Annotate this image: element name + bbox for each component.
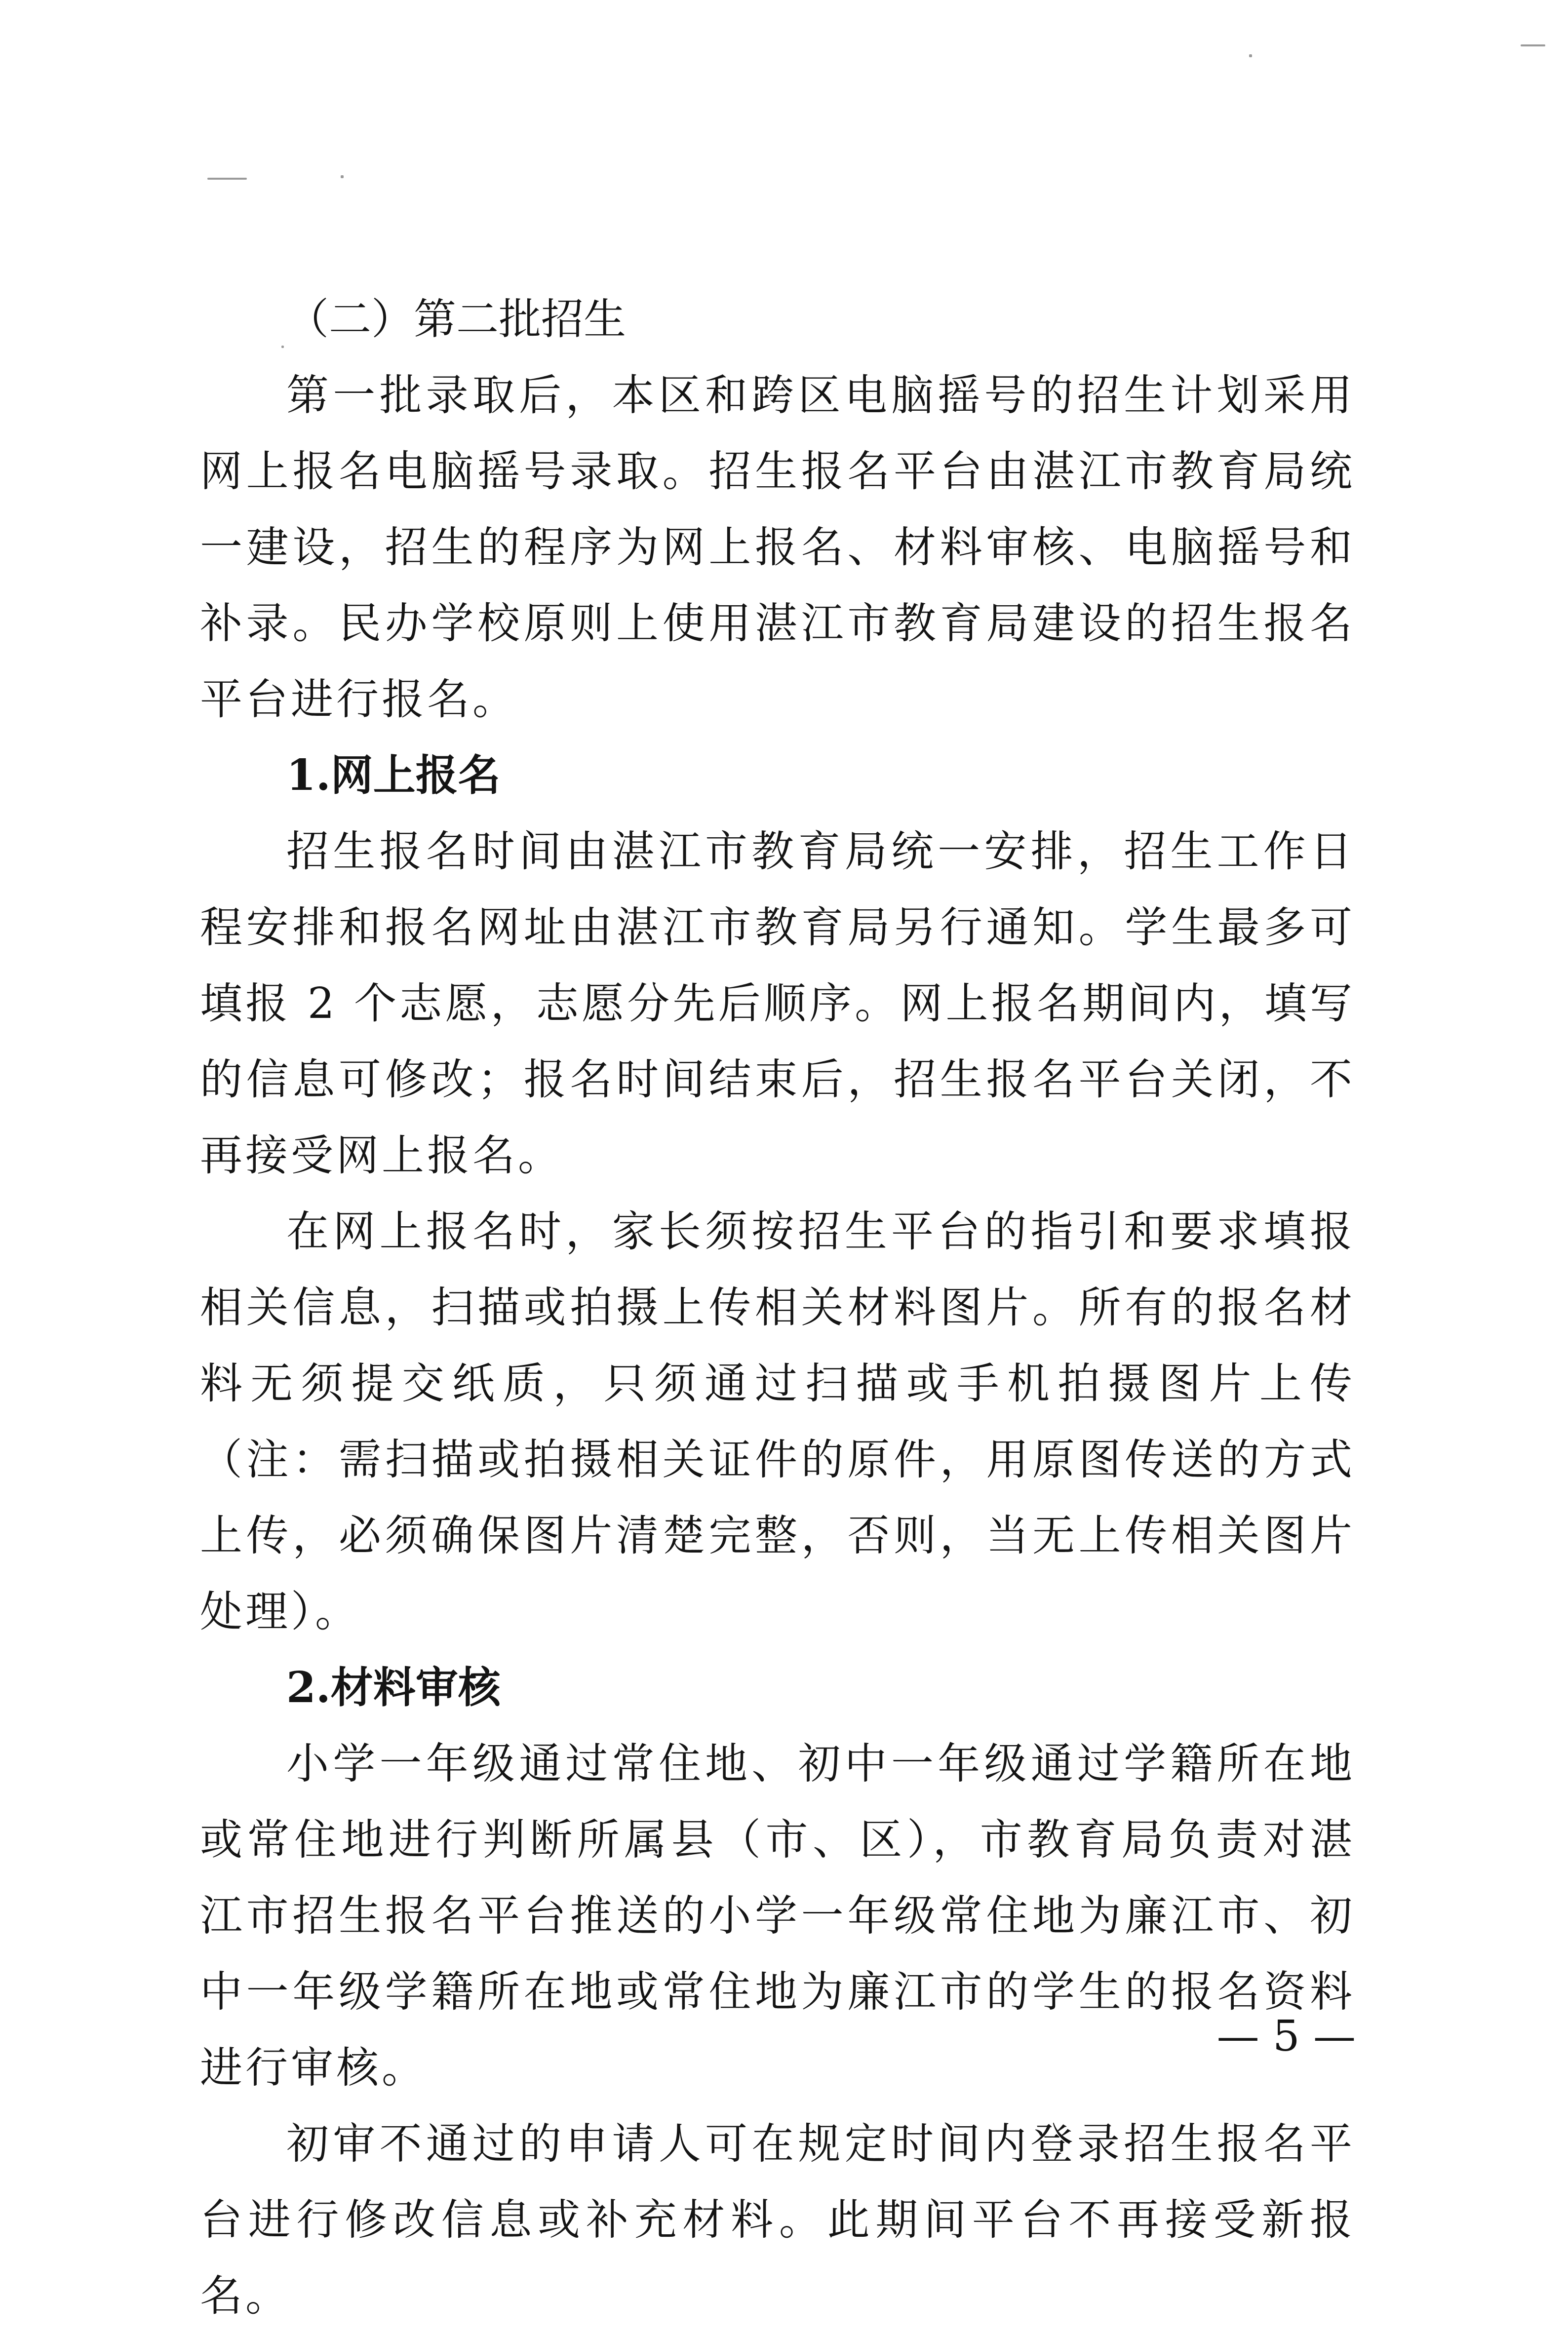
section-heading: （二）第二批招生 xyxy=(286,295,626,344)
scan-artifact xyxy=(1249,54,1252,57)
scan-artifact xyxy=(207,178,247,180)
subsection-1-heading: 1.网上报名 xyxy=(286,750,501,800)
scan-artifact xyxy=(1521,44,1545,46)
subsection-2-paragraph-1: 小学一年级通过常住地、初中一年级通过学籍所在地或常住地进行判断所属县（市、区），市教育局负责对湛江市招生报名平台推送的小学一年级常住地为廉江市、初中一年级学籍所在地或常住地为廉江市的学生的报名资料进行审核。 xyxy=(200,1739,1355,2093)
subsection-2-heading: 2.材料审核 xyxy=(286,1663,501,1712)
intro-paragraph: 第一批录取后，本区和跨区电脑摇号的招生计划采用网上报名电脑摇号录取。招生报名平台由湛江市教育局统一建设，招生的程序为网上报名、材料审核、电脑摇号和补录。民办学校原则上使用湛江市教育局建设的招生报名平台进行报名。 xyxy=(200,371,1355,724)
subsection-1-paragraph-2: 在网上报名时，家长须按招生平台的指引和要求填报相关信息，扫描或拍摄上传相关材料图片。所有的报名材料无须提交纸质，只须通过扫描或手机拍摄图片上传（注：需扫描或拍摄相关证件的原件，用原图传送的方式上传，必须确保图片清楚完整，否则，当无上传相关图片处理）。 xyxy=(200,1207,1355,1636)
scan-artifact xyxy=(341,175,344,178)
page-number: — 5 — xyxy=(1216,2012,1356,2061)
subsection-1-paragraph-1: 招生报名时间由湛江市教育局统一安排，招生工作日程安排和报名网址由湛江市教育局另行通知。学生最多可填报 2 个志愿，志愿分先后顺序。网上报名期间内，填写的信息可修改；报名时间结束后，招生报名平台关闭，不再接受网上报名。 xyxy=(200,827,1355,1180)
subsection-2-paragraph-2: 初审不通过的申请人可在规定时间内登录招生报名平台进行修改信息或补充材料。此期间平台不再接受新报名。 xyxy=(200,2119,1355,2321)
document-body xyxy=(200,281,1355,2334)
